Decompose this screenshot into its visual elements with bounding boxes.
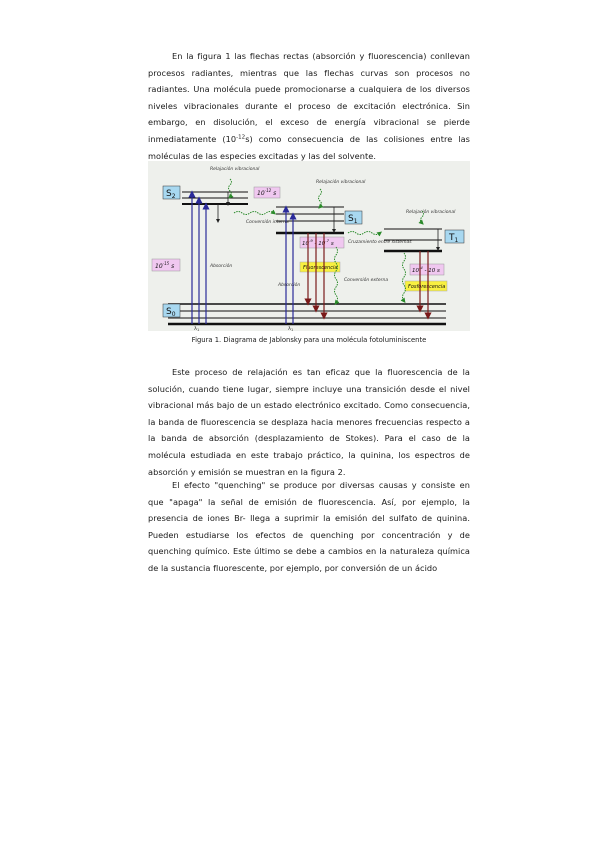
svg-text:10-9 - 10-7 s: $10^{-9} - 10^{-7}$ s <box>302 238 334 247</box>
conversion-interna-label: Conversión interna <box>246 220 289 225</box>
relaxation-lines-s2 <box>218 192 228 221</box>
time-box-15 <box>152 259 180 271</box>
figure-caption: Figura 1. Diagrama de Jablonsky para una molécula fotoluminiscente <box>191 336 427 344</box>
jablonski-diagram <box>148 161 470 331</box>
svg-text:S0: $S_0$ <box>166 307 176 318</box>
svg-text:10-15 s: $10^{-15}$ s <box>155 261 175 270</box>
time-box-12 <box>254 187 280 198</box>
relax-top-label: Relajación vibracional <box>210 167 260 172</box>
svg-text:S2: $S_2$ <box>166 189 176 200</box>
svg-text:Fluorescencia: Fluorescencia <box>303 265 338 271</box>
conversion-externa-label: Conversión externa <box>344 278 389 283</box>
s0-levels <box>168 304 446 324</box>
relax-right-label: Relajación vibracional <box>406 210 456 215</box>
s2-label-box <box>163 186 180 200</box>
svg-text:Fosforescencia: Fosforescencia <box>408 284 446 290</box>
absorcion-mid-label: Absorción <box>278 283 301 288</box>
phosphorescence-label-box <box>405 281 447 291</box>
time-box-fluorescence <box>300 237 344 248</box>
paragraph-quenching: El efecto "quenching" se produce por diversas causas y consiste en que "apaga" la señal de emisión de fluorescencia. Así, por ejemplo, la presencia de iones Br- llega a suprimir la emisión del sulfato de quinina. Pueden estudiarse los efectos de quenching por concentración y de quenching químico. Este último se debe a cambios en la naturaleza química de la sustancia fluorescente, por ejemplo, por conversión de un ácido <box>148 480 470 573</box>
paragraph-relaxation: Este proceso de relajación es tan eficaz que la fluorescencia de la solución, cuando tiene lugar, siempre incluye una transición desde el nivel vibracional más bajo de un estado electrónico excitado. Como consecuencia, la banda de fluorescencia se desplaza hacia menores frecuencias respecto a la banda de absorción (desplazamiento de Stokes). Para el caso de la molécula estudiada en este trabajo práctico, la quinina, los espectros de absorción y emisión se muestran en la figura 2. <box>148 367 470 477</box>
svg-text:T1: $T_1$ <box>449 233 459 244</box>
svg-text:10-12 s: $10^{-12}$ s <box>257 188 277 197</box>
svg-text:10-4 - 10 s: $10^{-4} - 10$ s <box>412 265 440 274</box>
lambda-1-label: $\lambda_1$ <box>194 326 200 331</box>
time-box-phosphorescence <box>410 264 444 275</box>
s1-label-box <box>345 211 362 225</box>
paragraph-intro: En la figura 1 las flechas rectas (absorción y fluorescencia) conllevan procesos radiantes, mientras que las flechas curvas son procesos no radiantes. Una molécula puede promocionarse a cualquiera de los diversos niveles vibracionales durante el proceso de excitación electrónica. Sin embargo, en disolución, el exceso de energía vibracional se pierde inmediatamente $(10^{-12}s)$ como consecuencia de las colisiones entre las moléculas de las especies excitadas y las del solvente. <box>148 51 470 161</box>
cruzamiento-label: Cruzamiento entre sistemas <box>348 240 412 245</box>
fluorescence-label-box <box>300 262 340 272</box>
s0-label-box <box>163 304 180 318</box>
t1-label-box <box>445 230 464 244</box>
svg-text:S1: $S_1$ <box>348 214 358 225</box>
absorption-arrows-mid <box>286 209 293 324</box>
relax-mid-label: Relajación vibracional <box>316 180 366 185</box>
lambda-2-label: $\lambda_1$ <box>288 326 294 331</box>
absorcion-left-label: Absorción <box>210 264 233 269</box>
